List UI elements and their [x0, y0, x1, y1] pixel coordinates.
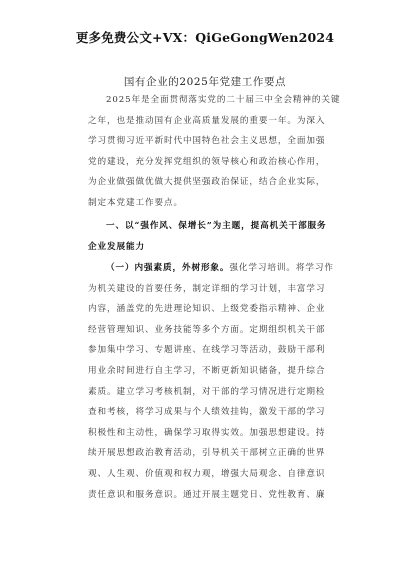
- paragraph-line: 之年，也是推动国有企业高质量发展的重要一年。为深入: [88, 115, 326, 126]
- paragraph-line: 为企业做强做优做大提供坚强政治保证，结合企业实际，: [88, 177, 326, 188]
- heading-line: 一、以“强作风、保增长”为主题，提高机关干部服务: [106, 221, 327, 231]
- subsection-lead: （一）内强素质，外树形象。: [106, 263, 230, 273]
- paragraph-line: 内容，涵盖党的先进理论知识、上级党委指示精神、企业: [88, 304, 326, 315]
- heading-line: 企业发展能力: [88, 241, 145, 252]
- promo-header: 更多免费公文+VX：QiGeGongWen2024: [75, 30, 335, 45]
- paragraph-line: 党的建设，充分发挥党组织的领导核心和政治核心作用，: [88, 156, 326, 167]
- paragraph-line: 查和考核，将学习成果与个人绩效挂钩，激发干部的学习: [88, 407, 326, 418]
- paragraph-line: 用业余时间进行自主学习，不断更新知识储备，提升综合: [88, 365, 326, 376]
- paragraph-line: 积极性和主动性，确保学习取得实效。加强思想建设。持: [88, 427, 326, 438]
- subsection-paragraph: [88, 258, 350, 505]
- paragraph-line: 2025年是全面贯彻落实党的二十届三中全会精神的关键: [106, 95, 341, 105]
- lead-line-rest: 强化学习培训。将学习作: [229, 263, 334, 273]
- paragraph-line: 学习贯彻习近平新时代中国特色社会主义思想，全面加强: [88, 136, 326, 147]
- section-heading: [88, 216, 350, 257]
- intro-paragraph: [88, 90, 350, 214]
- document-title: 国有企业的2025年党建工作要点: [123, 76, 287, 88]
- paragraph-line: 观、人生观、价值观和权力观，增强大局观念、自律意识: [88, 468, 326, 479]
- paragraph-line: 制定本党建工作要点。: [88, 197, 183, 208]
- paragraph-line: 为机关建设的首要任务，制定详细的学习计划，丰富学习: [88, 283, 326, 294]
- paragraph-line: 经营管理知识、业务技能等多个方面。定期组织机关干部: [88, 324, 326, 335]
- paragraph-line: 参加集中学习、专题讲座、在线学习等活动，鼓励干部利: [88, 345, 326, 356]
- paragraph-line: 续开展思想政治教育活动，引导机关干部树立正确的世界: [88, 448, 326, 459]
- paragraph-line: [88, 258, 350, 279]
- paragraph-line: 责任意识和服务意识。通过开展主题党日、党性教育、廉: [88, 489, 326, 500]
- paragraph-line: 素质。建立学习考核机制，对干部的学习情况进行定期检: [88, 386, 326, 397]
